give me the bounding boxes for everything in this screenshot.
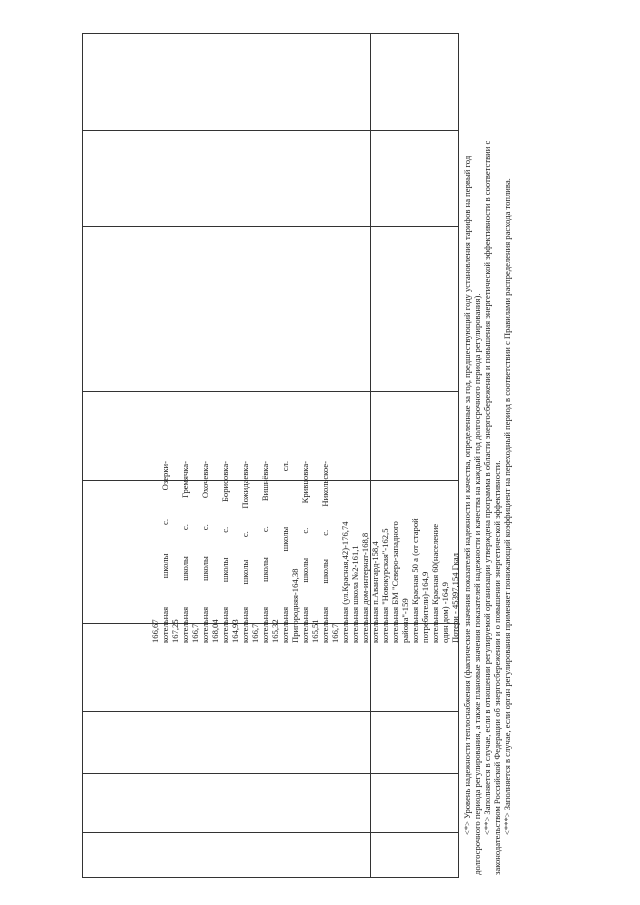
- table-column-border: [83, 226, 458, 227]
- cell-line: 165,51: [310, 619, 320, 643]
- table-column-border: [83, 877, 458, 878]
- cell-line: 166,7: [330, 623, 340, 643]
- cell-line: 166,7: [250, 623, 260, 643]
- table-column-border: [83, 832, 458, 833]
- cell-line: котельная школы с. Кривцовка-: [300, 461, 310, 643]
- cell-line: котельная школы с. Борисовка-: [220, 461, 230, 643]
- cell-line: потребители)-164,9: [420, 571, 430, 643]
- cell-line: котельная Красная 60(население: [430, 523, 440, 643]
- footnote-reliability: <*> Уровень надежности теплоснабжения (фактические значения показателей надежности и качества, определенные за год, предшествующий году установления тарифов на первый год: [462, 155, 472, 835]
- cell-line: котельная школы с. Никольское-: [320, 461, 330, 643]
- cell-line: один дом) -164,9: [440, 582, 450, 643]
- cell-line: котельная дом-интернат-168,8: [360, 532, 370, 643]
- cell-line: котельная школа №2-161,1: [350, 545, 360, 643]
- cell-line: котельная школы с. Охочевка-: [200, 461, 210, 643]
- cell-line: района"-159: [400, 598, 410, 643]
- cell-line: котельная школы с. Гремячка-: [180, 461, 190, 643]
- cell-line: 166,67: [150, 619, 160, 643]
- table-column-border: [83, 711, 458, 712]
- cell-line: 167,25: [170, 619, 180, 643]
- cell-line: 166,7: [190, 623, 200, 643]
- table-row-border: [370, 34, 371, 878]
- table-column-border: [83, 773, 458, 774]
- cell-line: котельная школы сл.: [280, 461, 290, 643]
- footnote-energy-program-cont: законодательством Российской Федерации об энергосбережении и о повышении энергетической эффективности.: [492, 460, 502, 875]
- cell-line: 168,04: [210, 619, 220, 643]
- cell-line: котельная школы с. Вишнёвка-: [260, 461, 270, 643]
- cell-line: котельная школы с. Озерки-: [160, 461, 170, 643]
- cell-line: 164,93: [230, 619, 240, 643]
- footnote-reliability-cont: долгосрочного периода регулирования, а также плановые значения показателей надежности и качества на каждый год долгосрочного периода регулирования).: [472, 293, 482, 875]
- footnote-reduction-coefficient: <***> Заполняется в случае, если орган регулирования применяет понижающий коэффициент на переходный период в соответствии с Правилами распределения расхода топлива.: [502, 178, 512, 835]
- cell-line: котельная п.Авангард-158,4: [370, 541, 380, 643]
- footnote-energy-program: <**> Заполняется в случае, если в отношении регулируемой организации утверждена программа в области энергосбережения и повышения энергетической эффективности в соответствии с: [482, 140, 492, 835]
- cell-line: котельная школы с. Пожидаевка-: [240, 461, 250, 643]
- table-column-border: [83, 391, 458, 392]
- cell-line: котельная БМ "Северо-западного: [390, 521, 400, 643]
- cell-line: котельная (ул.Красная,42)-176,74: [340, 521, 350, 643]
- cell-line: Потери - 45397,154 Гкал: [450, 553, 460, 643]
- data-table: [82, 33, 459, 878]
- boiler-values-cell: [150, 461, 460, 643]
- cell-line: котельная Красная 50 а (от старой: [410, 518, 420, 643]
- cell-line: 165,32: [270, 619, 280, 643]
- table-column-border: [83, 130, 458, 131]
- cell-line: котельная "Новокурская"-162,5: [380, 528, 390, 643]
- cell-line: Пригородняя-164,38: [290, 568, 300, 643]
